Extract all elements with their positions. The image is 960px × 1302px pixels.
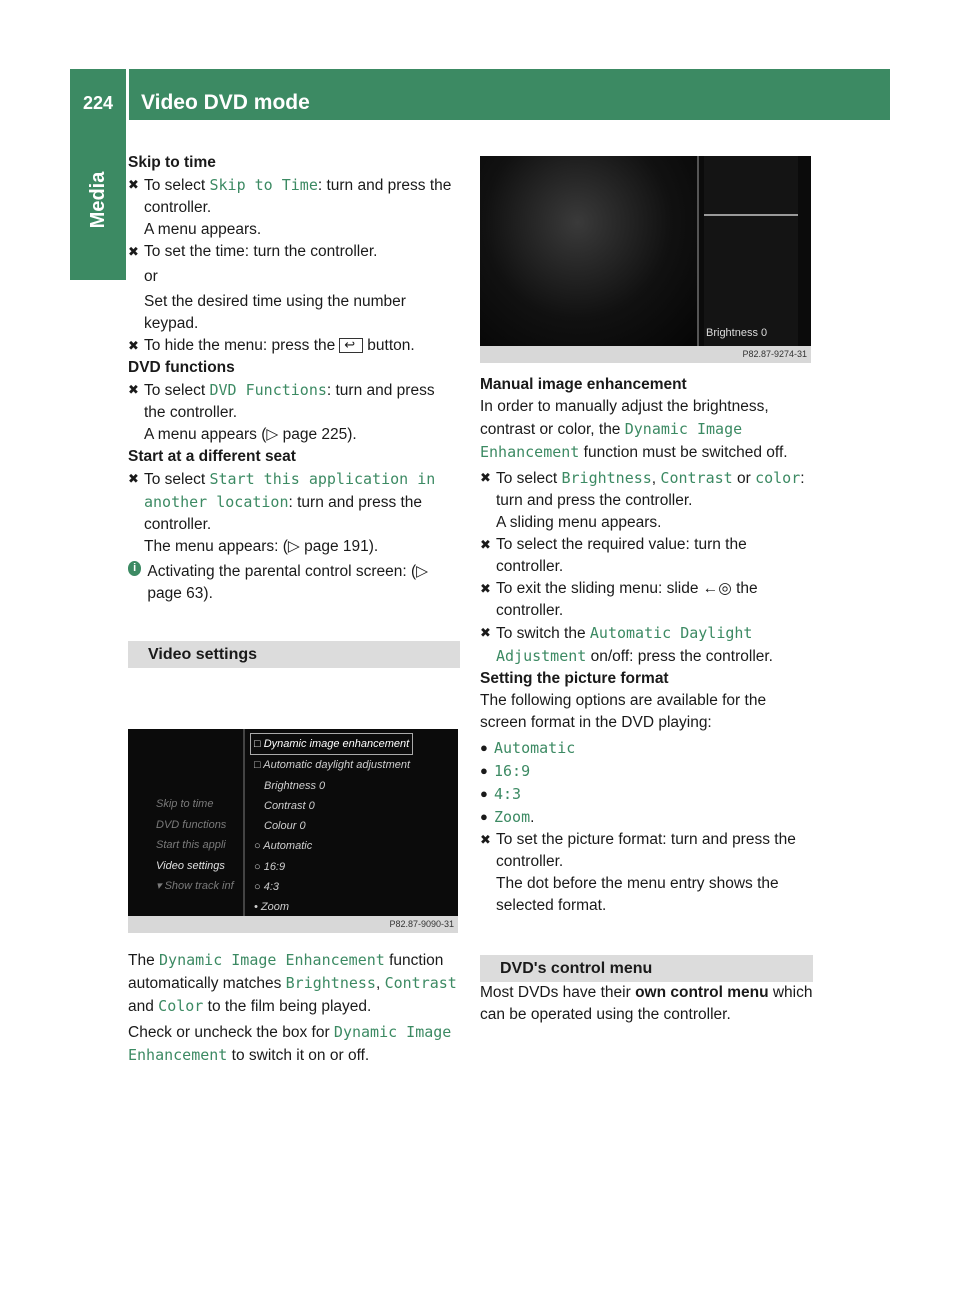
text: To set the time: turn the controller.	[144, 243, 378, 260]
video-settings-bar: Video settings	[128, 641, 460, 668]
brightness-label: Brightness 0	[706, 327, 768, 339]
slider-panel	[704, 156, 798, 346]
menu-term: Contrast	[660, 469, 733, 487]
bullet-icon: ●	[480, 740, 488, 755]
menu-right-list	[254, 733, 413, 918]
text: ,	[651, 470, 661, 487]
text: To select	[496, 470, 562, 487]
seat-heading: Start at a different seat	[128, 448, 296, 465]
text: Most DVDs have their	[480, 984, 636, 1001]
text: the controller.	[496, 580, 758, 619]
manual-step-1	[480, 467, 813, 534]
dvd-functions-heading: DVD functions	[128, 359, 235, 376]
arrow-icon: ✖	[128, 382, 139, 397]
text: to switch it on or off.	[227, 1047, 370, 1064]
menu-term: Dynamic Image Enhancement	[480, 420, 743, 461]
side-tab-label-wrap	[70, 120, 126, 280]
menu-item-selected: □ Dynamic image enhancement	[250, 733, 413, 755]
text: Set the desired time using the number keypad.	[144, 293, 406, 332]
text: To switch the	[496, 625, 590, 642]
page-ref[interactable]: The menu appears: (▷ page 191).	[144, 538, 379, 555]
left-column	[128, 152, 460, 668]
text: on/off: press the controller.	[586, 648, 773, 665]
text-or: or	[144, 268, 158, 285]
menu-term: Dynamic Image Enhancement	[159, 951, 385, 969]
format-option	[480, 806, 813, 829]
menu-item: • Zoom	[254, 901, 290, 914]
info-note	[128, 561, 460, 605]
arrow-icon: ✖	[128, 471, 139, 486]
arrow-icon: ✖	[480, 625, 491, 640]
skip-step-1	[128, 174, 460, 241]
bullet-icon: ●	[480, 763, 488, 778]
text: : turn and press the controller.	[144, 177, 452, 216]
text: : turn and press the controller.	[144, 382, 435, 421]
menu-left-list	[156, 794, 234, 897]
side-tab-label: Media	[87, 171, 109, 229]
text: : turn and press the controller.	[496, 470, 805, 509]
arrow-icon: ✖	[128, 177, 139, 192]
menu-term: 4:3	[494, 785, 522, 803]
menu-term: Automatic Daylight Adjustment	[496, 624, 753, 665]
slider-marker	[704, 214, 798, 216]
text: To hide the menu: press the	[144, 337, 336, 354]
page-title: Video DVD mode	[141, 91, 310, 114]
paragraph-1	[128, 949, 460, 1018]
right-column	[480, 374, 813, 1026]
menu-term: DVD Functions	[209, 381, 327, 399]
text: The dot before the menu entry shows the selected format.	[496, 875, 779, 914]
text: The	[128, 952, 160, 969]
menu-item: Colour 0	[264, 820, 306, 833]
menu-term: Dynamic Image Enhancement	[128, 1023, 452, 1064]
control-menu-bar: DVD's control menu	[480, 955, 813, 982]
seat-step-1	[128, 468, 460, 558]
skip-heading: Skip to time	[128, 154, 216, 171]
arrow-icon: ✖	[480, 537, 491, 552]
text: A menu appears.	[144, 221, 262, 238]
info-icon: i	[128, 561, 141, 576]
manual-paragraph	[480, 396, 813, 464]
format-heading: Setting the picture format	[480, 670, 669, 687]
page-ref[interactable]: A menu appears (▷ page 225).	[144, 426, 357, 443]
controller-slide-icon: ←◎	[702, 580, 732, 597]
format-step-1	[480, 829, 813, 917]
format-paragraph: The following options are available for the screen format in the DVD playing:	[480, 692, 767, 731]
text: to the film being played.	[203, 998, 372, 1015]
menu-term: Color	[158, 997, 204, 1015]
manual-heading: Manual image enhancement	[480, 376, 687, 393]
text-bold: own control menu	[635, 984, 769, 1001]
menu-item: ○ Automatic	[254, 840, 313, 853]
arrow-icon: ✖	[480, 581, 491, 596]
menu-term: Skip to Time	[209, 176, 318, 194]
text: function must be switched off.	[579, 444, 788, 461]
text: .	[530, 809, 535, 826]
menu-term: Brightness	[561, 469, 652, 487]
format-option	[480, 737, 813, 760]
text: To select	[144, 471, 210, 488]
text: To select the required value: turn the controller.	[496, 536, 747, 575]
brightness-screenshot	[480, 156, 811, 346]
arrow-icon: ✖	[128, 338, 139, 353]
skip-step-2	[128, 241, 460, 335]
figure-code: P82.87-9274-31	[480, 346, 811, 363]
manual-step-2	[480, 534, 813, 578]
format-option	[480, 760, 813, 783]
text: To exit the sliding menu: slide	[496, 580, 703, 597]
video-settings-screenshot	[128, 729, 458, 916]
menu-item: ○ 4:3	[254, 881, 279, 894]
dvd-step-1	[128, 379, 460, 446]
skip-step-3	[128, 335, 460, 357]
bullet-icon: ●	[480, 809, 488, 824]
figure-code: P82.87-9090-31	[128, 916, 458, 933]
header-divider	[126, 69, 129, 120]
page-number: 224	[82, 93, 114, 113]
menu-item: ▾ Show track inf	[156, 880, 234, 892]
menu-term: Automatic	[494, 739, 576, 757]
manual-step-4	[480, 622, 813, 668]
text: button.	[367, 337, 415, 354]
manual-step-3	[480, 578, 813, 622]
info-text: Activating the parental control screen: (▷ page 63).	[147, 563, 429, 602]
text: which can be operated using the controller.	[480, 984, 813, 1023]
text: To set the picture format: turn and press the controller.	[496, 831, 796, 870]
text: : turn and press the controller.	[144, 494, 423, 533]
text: To select	[144, 177, 210, 194]
divider	[243, 729, 245, 916]
arrow-icon: ✖	[480, 832, 491, 847]
menu-term: Zoom	[494, 808, 531, 826]
left-column-bottom	[128, 949, 460, 1067]
menu-item: Contrast 0	[264, 799, 315, 812]
back-button-icon	[339, 338, 363, 353]
format-option	[480, 783, 813, 806]
menu-item: Start this appli	[156, 839, 226, 851]
menu-term: Brightness	[285, 974, 376, 992]
text: A sliding menu appears.	[496, 514, 662, 531]
menu-item: □ Automatic daylight adjustment	[254, 759, 411, 772]
text: To select	[144, 382, 210, 399]
menu-item: DVD functions	[156, 818, 227, 831]
menu-item-selected: Video settings	[156, 859, 225, 872]
arrow-icon: ✖	[480, 470, 491, 485]
arrow-icon: ✖	[128, 244, 139, 259]
divider	[697, 156, 699, 346]
bullet-icon: ●	[480, 786, 488, 801]
menu-item: Skip to time	[156, 798, 214, 810]
menu-term: Start this application in another location	[144, 470, 436, 511]
text: In order to manually adjust the brightness, contrast or color, the	[480, 398, 769, 438]
text: function automatically matches	[128, 952, 444, 992]
menu-item: Brightness 0	[264, 779, 326, 792]
video-frame	[480, 156, 697, 346]
menu-term: 16:9	[494, 762, 531, 780]
control-paragraph	[480, 982, 813, 1026]
text: ,	[375, 975, 381, 992]
text: or	[732, 470, 756, 487]
menu-item: ○ 16:9	[254, 860, 286, 873]
menu-term: color	[755, 469, 801, 487]
text: Check or uncheck the box for	[128, 1024, 334, 1041]
menu-term: Contrast	[384, 974, 457, 992]
paragraph-2	[128, 1021, 460, 1067]
text: and	[128, 998, 159, 1015]
